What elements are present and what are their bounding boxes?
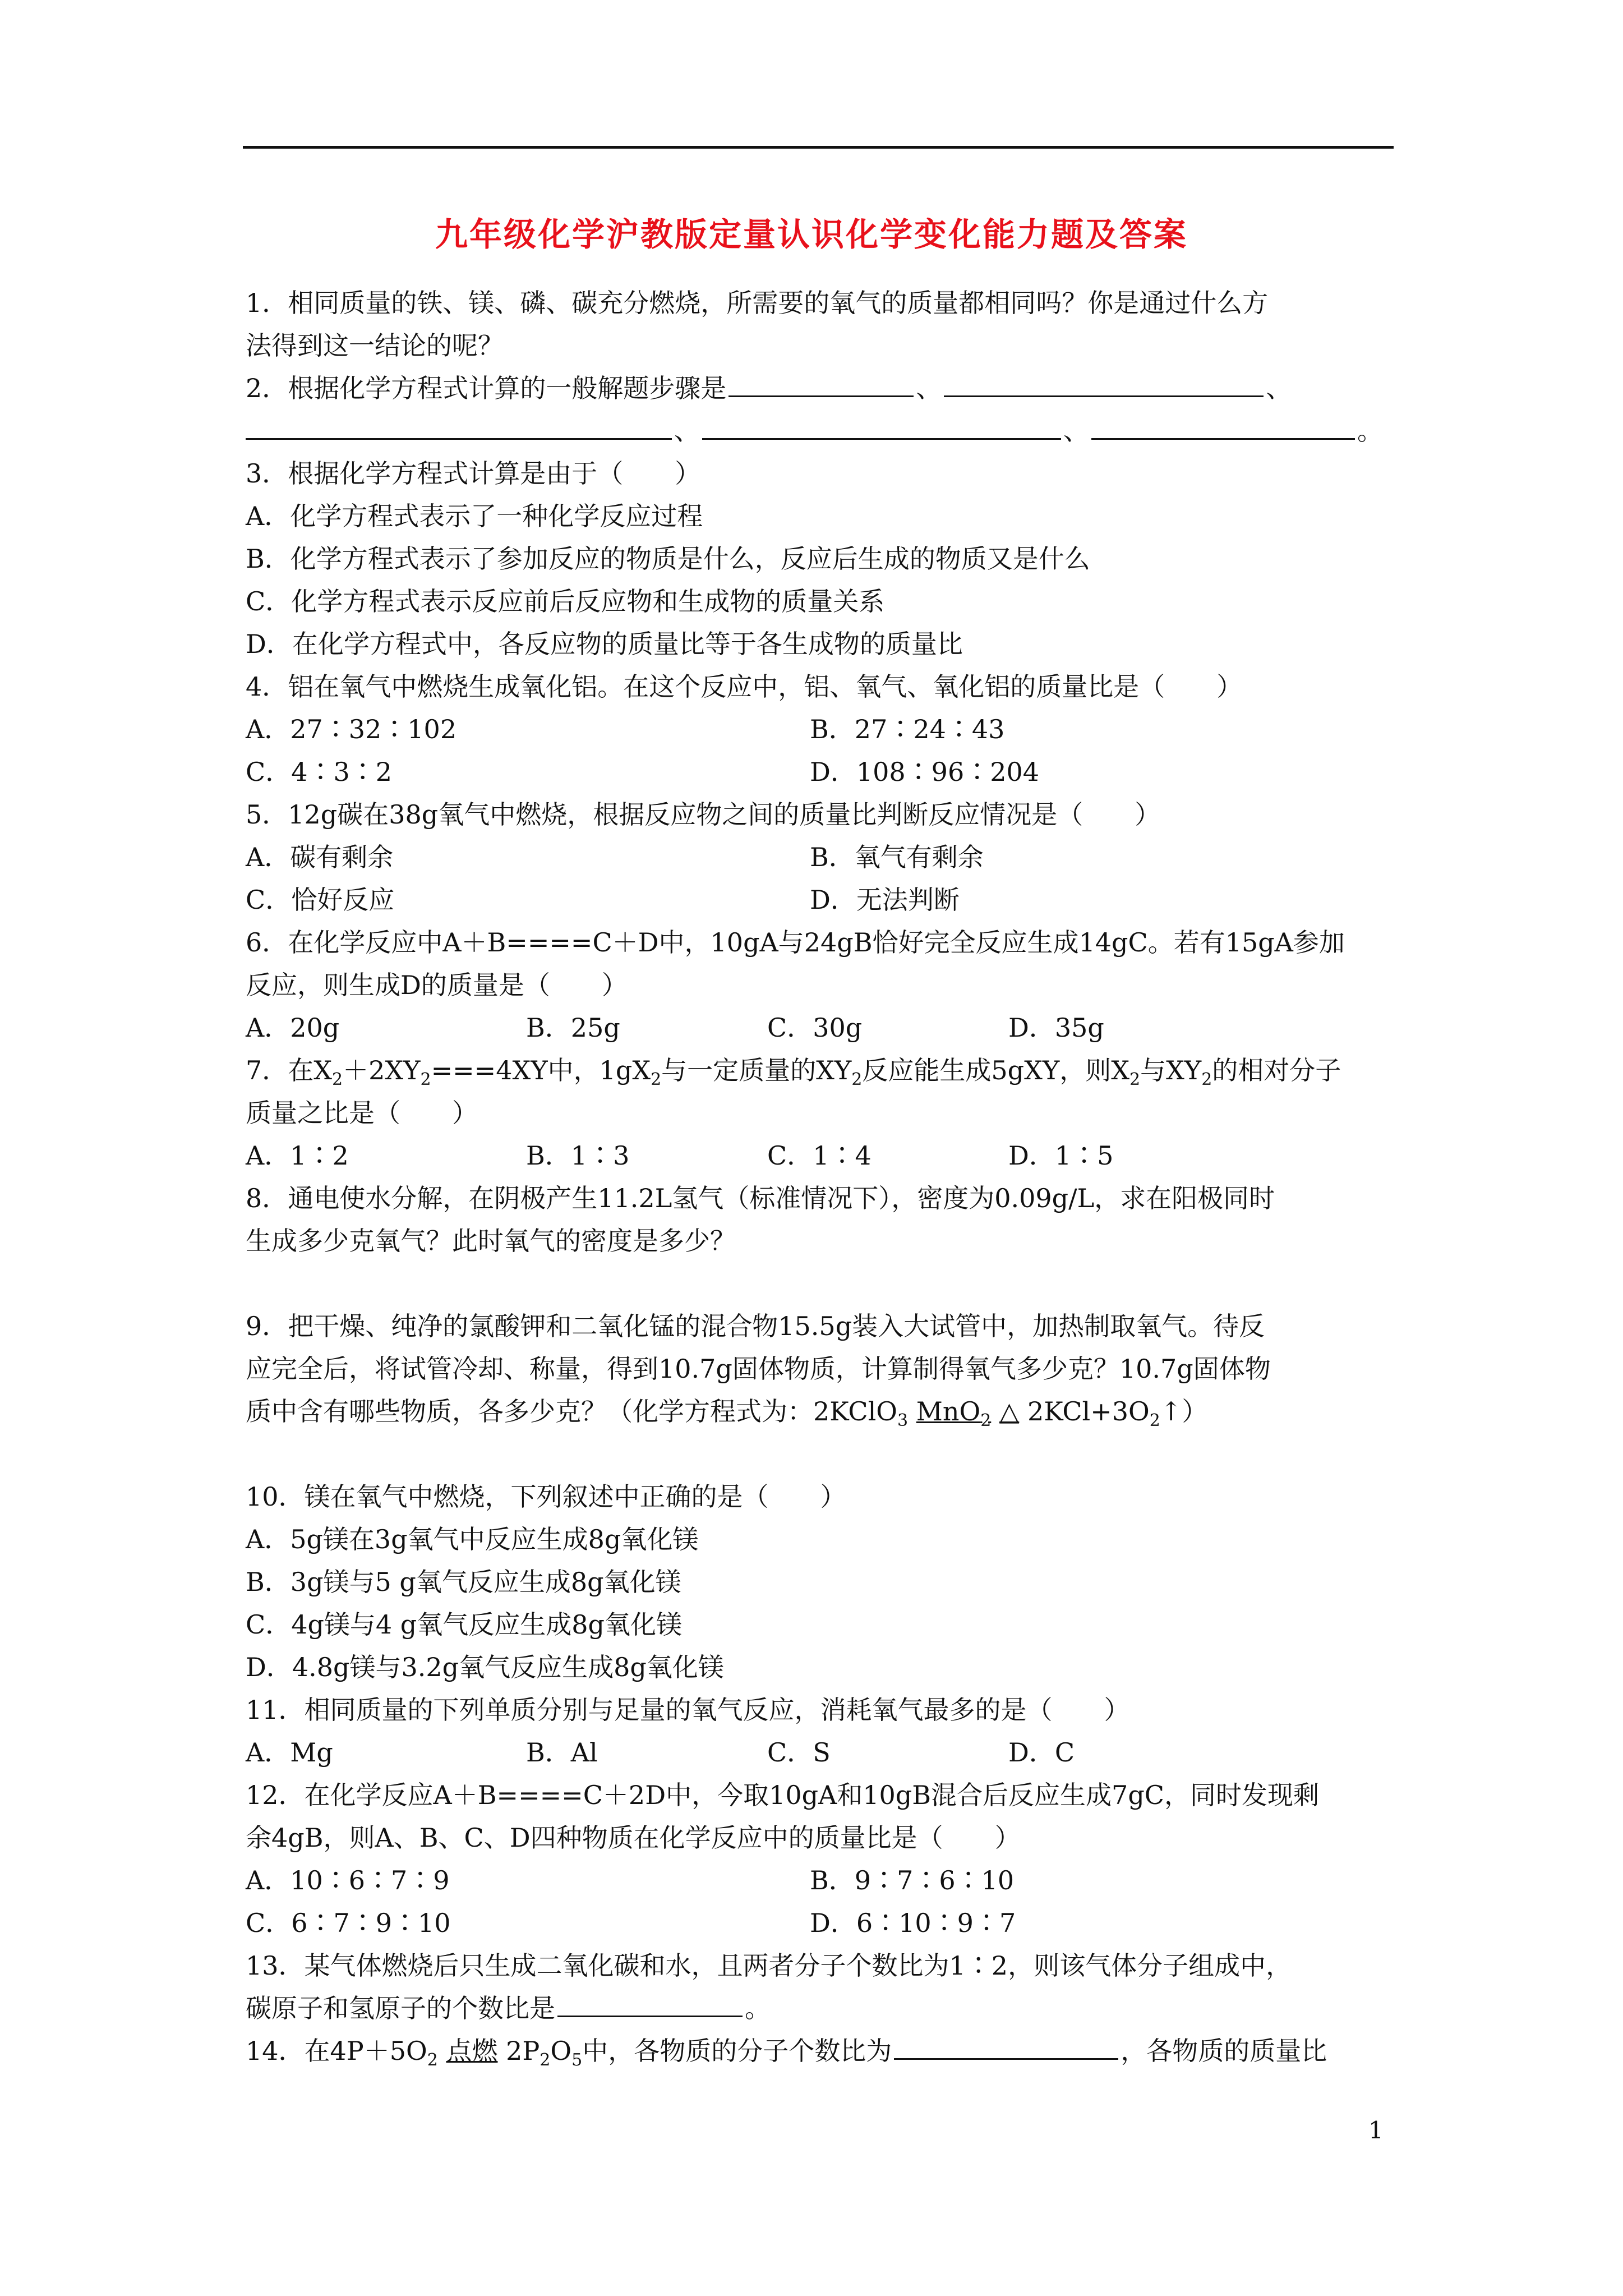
heat-symbol-icon: △: [999, 1396, 1020, 1427]
subscript: 2: [332, 1070, 343, 1090]
q12-option-d: D．6∶10∶9∶7: [810, 1908, 1016, 1938]
q9-line-3: [246, 1390, 1393, 1433]
q11-stem: 11．相同质量的下列单质分别与足量的氧气反应，消耗氧气最多的是（ ）: [246, 1695, 1130, 1725]
q11-option-c: C．S: [767, 1737, 831, 1768]
q11-option-a: A．Mg: [246, 1737, 333, 1768]
q6-option-a: A．20g: [246, 1013, 340, 1043]
q7-line-2: 质量之比是（ ）: [246, 1098, 478, 1128]
q8-line-1: 8．通电使水分解，在阴极产生11.2L氢气（标准情况下），密度为0.09g/L，求在阳极同时: [246, 1183, 1275, 1213]
catalyst-text: MnO: [916, 1396, 981, 1427]
q3-option-b: B．化学方程式表示了参加反应的物质是什么，反应后生成的物质又是什么: [246, 544, 1090, 574]
subscript: 2: [427, 2050, 438, 2070]
q14-text: O: [550, 2036, 572, 2066]
q14-line-1: [246, 2030, 1393, 2072]
q6-option-c: C．30g: [767, 1013, 863, 1043]
subscript: 2: [540, 2050, 551, 2070]
q10-option-b: B．3g镁与5 g氧气反应生成8g氧化镁: [246, 1567, 681, 1597]
q6-options: [246, 1006, 1393, 1049]
q4-option-b: B．27∶24∶43: [810, 714, 1005, 744]
q13-line-1: 13．某气体燃烧后只生成二氧化碳和水，且两者分子个数比为1∶2，则该气体分子组成中，: [246, 1950, 1292, 1981]
q8-line-2: 生成多少克氧气？此时氧气的密度是多少？: [246, 1226, 736, 1256]
q9-line-1: 9．把干燥、纯净的氯酸钾和二氧化锰的混合物15.5g装入大试管中，加热制取氧气。待反: [246, 1311, 1265, 1341]
header-rule: [243, 146, 1394, 149]
q2-separator: 、: [674, 416, 700, 446]
q7-option-a: A．1∶2: [246, 1140, 349, 1171]
q7-option-d: D．1∶5: [1008, 1140, 1114, 1171]
document-title: 九年级化学沪教版定量认识化学变化能力题及答案: [435, 215, 1188, 254]
q4-options-row-2: [246, 751, 1393, 793]
answer-space: [246, 1433, 1393, 1475]
q7-text: 与XY: [1140, 1055, 1202, 1085]
q7-text: 7．在X: [246, 1055, 333, 1085]
q12-options-row-1: [246, 1859, 1393, 1902]
q5-option-a: A．碳有剩余: [246, 842, 394, 872]
q1-line-2: 法得到这一结论的呢？: [246, 330, 504, 361]
subscript: 2: [1129, 1070, 1141, 1090]
q5-option-c: C．恰好反应: [246, 885, 395, 915]
q2-stem: 2．根据化学方程式计算的一般解题步骤是: [246, 373, 727, 403]
q13-text: 。: [745, 1993, 771, 2023]
q2-blank-1[interactable]: [728, 370, 914, 397]
q3-stem: 3．根据化学方程式计算是由于（ ）: [246, 458, 701, 489]
page-number: 1: [1368, 2116, 1384, 2144]
subscript: 3: [897, 1411, 909, 1431]
q5-options-row-2: [246, 878, 1393, 921]
q14-text: 中，各物质的分子个数比为: [582, 2036, 892, 2066]
subscript: 2: [1201, 1070, 1212, 1090]
q3-option-c: C．化学方程式表示反应前后反应物和生成物的质量关系: [246, 586, 885, 616]
q2-line-1: [246, 367, 1393, 409]
q6-option-d: D．35g: [1008, 1013, 1104, 1043]
q13-answer-blank[interactable]: [557, 1990, 743, 2017]
q7-option-b: B．1∶3: [526, 1140, 630, 1171]
q6-line-2: 反应，则生成D的质量是（ ）: [246, 970, 628, 1000]
q10-option-a: A．5g镁在3g氧气中反应生成8g氧化镁: [246, 1524, 699, 1554]
q4-option-d: D．108∶96∶204: [810, 757, 1040, 787]
q13-line-2: [246, 1987, 1393, 2030]
q7-text: ===4XY中，1gX: [431, 1055, 651, 1085]
q5-option-d: D．无法判断: [810, 885, 960, 915]
q5-stem: 5．12g碳在38g氧气中燃烧，根据反应物之间的质量比判断反应情况是（ ）: [246, 799, 1161, 830]
q14-text: ，各物质的质量比: [1121, 2036, 1327, 2066]
q5-option-b: B．氧气有剩余: [810, 842, 984, 872]
q9-text: 质中含有哪些物质，各多少克？（化学方程式为：2KClO: [246, 1396, 898, 1427]
q14-text: 14．在4P＋5O: [246, 2036, 427, 2066]
q2-blank-2[interactable]: [944, 370, 1264, 397]
q2-line-2: [246, 409, 1393, 452]
q2-separator: 、: [916, 373, 942, 403]
q7-text: 与一定质量的XY: [661, 1055, 852, 1085]
q9-line-2: 应完全后，将试管冷却、称量，得到10.7g固体物质，计算制得氧气多少克？10.7g固体物: [246, 1354, 1271, 1384]
q4-options-row-1: [246, 708, 1393, 751]
q6-line-1: 6．在化学反应中A＋B====C＋D中，10gA与24gB恰好完全反应生成14gC。若有15gA参加: [246, 927, 1345, 958]
q7-options: [246, 1134, 1393, 1177]
q11-options: [246, 1731, 1393, 1774]
reaction-condition-catalyst: [916, 1396, 992, 1431]
answer-space: [246, 1262, 1393, 1305]
q4-stem: 4．铝在氧气中燃烧生成氧化铝。在这个反应中，铝、氧气、氧化铝的质量比是（ ）: [246, 671, 1243, 702]
q13-text: 碳原子和氢原子的个数比是: [246, 1993, 555, 2023]
q12-line-2: 余4gB，则A、B、C、D四种物质在化学反应中的质量比是（ ）: [246, 1823, 1021, 1853]
subscript: 2: [851, 1070, 863, 1090]
q9-text: ↑）: [1160, 1396, 1208, 1427]
q3-option-a: A．化学方程式表示了一种化学反应过程: [246, 501, 703, 531]
q10-stem: 10．镁在氧气中燃烧，下列叙述中正确的是（ ）: [246, 1481, 846, 1512]
q4-option-c: C．4∶3∶2: [246, 757, 392, 787]
q2-blank-4[interactable]: [702, 412, 1061, 440]
subscript: 2: [980, 1411, 992, 1431]
q11-option-b: B．Al: [526, 1737, 598, 1768]
q7-text: ＋2XY: [343, 1055, 421, 1085]
q7-text: 反应能生成5gXY，则X: [862, 1055, 1129, 1085]
q9-text: 2KCl+3O: [1027, 1396, 1150, 1427]
q3-option-d: D．在化学方程式中，各反应物的质量比等于各生成物的质量比: [246, 629, 963, 659]
q5-options-row-1: [246, 836, 1393, 878]
q1-line-1: 1．相同质量的铁、镁、磷、碳充分燃烧，所需要的氧气的质量都相同吗？你是通过什么方: [246, 288, 1269, 318]
q14-text: 2P: [506, 2036, 540, 2066]
q11-option-d: D．C: [1008, 1737, 1075, 1768]
q7-option-c: C．1∶4: [767, 1140, 872, 1171]
question-list: [246, 282, 1393, 2072]
q7-line-1: [246, 1049, 1393, 1092]
reaction-condition-ignite: 点燃: [446, 2036, 498, 2066]
subscript: 5: [571, 2050, 583, 2070]
q10-option-d: D．4.8g镁与3.2g氧气反应生成8g氧化镁: [246, 1652, 724, 1682]
q12-option-b: B．9∶7∶6∶10: [810, 1865, 1015, 1895]
q10-option-c: C．4g镁与4 g氧气反应生成8g氧化镁: [246, 1609, 682, 1640]
subscript: 2: [651, 1070, 662, 1090]
q4-option-a: A．27∶32∶102: [246, 714, 457, 744]
subscript: 2: [420, 1070, 431, 1090]
q12-option-a: A．10∶6∶7∶9: [246, 1865, 450, 1895]
q14-answer-blank[interactable]: [894, 2032, 1118, 2060]
q2-blank-3[interactable]: [246, 412, 672, 440]
q12-line-1: 12．在化学反应A＋B====C＋2D中，今取10gA和10gB混合后反应生成7gC，同时发现剩: [246, 1780, 1319, 1810]
q7-text: 的相对分子: [1212, 1055, 1341, 1085]
q2-separator: 、: [1063, 416, 1089, 446]
q6-option-b: B．25g: [526, 1013, 620, 1043]
q12-options-row-2: [246, 1902, 1393, 1944]
q12-option-c: C．6∶7∶9∶10: [246, 1908, 451, 1938]
q2-blank-5[interactable]: [1091, 412, 1355, 440]
q2-end: 。: [1357, 416, 1383, 446]
q2-separator: 、: [1266, 373, 1292, 403]
subscript: 2: [1149, 1411, 1160, 1431]
